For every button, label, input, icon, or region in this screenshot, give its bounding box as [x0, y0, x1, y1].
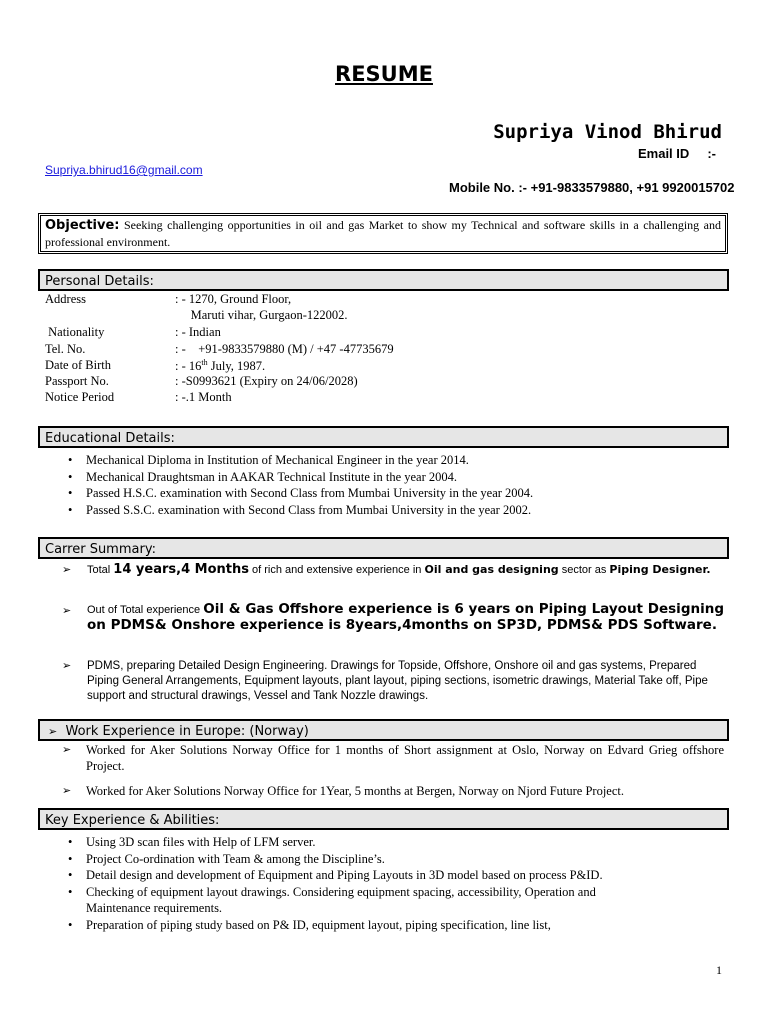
personal-detail-label: Notice Period: [45, 390, 115, 404]
work-item-bergen: [62, 783, 724, 799]
career-item-experience: [62, 563, 724, 577]
work-item-bergen-text: Worked for Aker Solutions Norway Office for 1Year, 5 months at Bergen, Norway on Njord Future Project.: [86, 784, 624, 798]
objective-text: Seeking challenging opportunities in oil and gas Market to show my Technical and software skills in a challenging and professional environment.: [45, 218, 721, 249]
arrow-icon: ➢: [62, 744, 72, 756]
work-experience-title: Work Experience in Europe: (Norway): [65, 724, 309, 739]
personal-detail-label: Date of Birth: [45, 358, 111, 372]
education-item: • Passed H.S.C. examination with Second Class from Mumbai University in the year 2004.: [62, 485, 722, 502]
personal-detail-label: Nationality: [45, 325, 105, 339]
personal-detail-value: : - +91-9833579880 (M) / +47 -47735679: [175, 342, 394, 356]
education-item: • Passed S.S.C. examination with Second Class from Mumbai University in the year 2002.: [62, 502, 722, 519]
career-item-pdms: [62, 659, 724, 704]
resume-title: RESUME: [335, 62, 433, 86]
career-item1-text-b: of rich and extensive experience in: [248, 564, 425, 576]
personal-detail-label: Address: [45, 292, 86, 306]
email-link[interactable]: Supriya.bhirud16@gmail.com: [45, 163, 203, 177]
personal-detail-label: Passport No.: [45, 374, 109, 388]
educational-details-heading: Educational Details:: [38, 426, 729, 448]
education-item: • Mechanical Diploma in Institution of Mechanical Engineer in the year 2014.: [62, 452, 722, 469]
personal-details-heading: Personal Details:: [38, 269, 729, 291]
personal-detail-label: Tel. No.: [45, 342, 86, 356]
career-item1-domain: Oil and gas designing: [424, 563, 559, 576]
page-number: 1: [716, 963, 722, 977]
career-item3-text: PDMS, preparing Detailed Design Engineering. Drawings for Topside, Offshore, Onshore oil and gas systems, Prepared Piping General Arrangements, Equipment layouts, plant layout, piping sections, isometric drawings, Material Take off, Pipe support and structural drawings, Vessel and Tank Nozzle drawings.: [87, 660, 708, 702]
personal-detail-value: : - Indian: [175, 325, 221, 339]
arrow-icon: ➢: [62, 660, 72, 672]
work-item-oslo-text: Worked for Aker Solutions Norway Office for 1 months of Short assignment at Oslo, Norway on Edvard Grieg offshore Project.: [86, 743, 724, 773]
objective-section: [38, 213, 728, 254]
career-item-offshore: [62, 601, 724, 633]
personal-detail-value: : -.1 Month: [175, 390, 232, 404]
mobile-number: Mobile No. :- +91-9833579880, +91 9920015702: [449, 180, 735, 195]
key-experience-item: • Preparation of piping study based on P& ID, equipment layout, piping specification, line list,: [62, 917, 622, 934]
career-summary-heading: Carrer Summary:: [38, 537, 729, 559]
arrow-icon: ➢: [62, 785, 72, 797]
candidate-name: Supriya Vinod Bhirud: [493, 121, 722, 143]
key-experience-item: • Using 3D scan files with Help of LFM server.: [62, 834, 622, 851]
personal-detail-value: : - 16th July, 1987.: [175, 358, 266, 374]
education-item: • Mechanical Draughtsman in AAKAR Technical Institute in the year 2004.: [62, 469, 722, 486]
arrow-icon: ➢: [48, 725, 58, 738]
personal-detail-value: : -S0993621 (Expiry on 24/06/2028): [175, 374, 358, 388]
career-item1-role: Piping Designer.: [609, 563, 711, 576]
career-item1-text-a: Total: [87, 564, 114, 576]
career-item2-bold: Oil & Gas Offshore experience is 6 years on Piping Layout Designing on PDMS& Onshore experience is 8years,4months on SP3D, PDMS& PDS Software.: [87, 601, 724, 633]
key-experience-item: • Checking of equipment layout drawings. Considering equipment spacing, accessibility, Operation and Maintenance requirements.: [62, 884, 622, 917]
career-item1-years: 14 years,4 Months: [113, 562, 249, 577]
career-item1-text-c: sector as: [558, 564, 610, 576]
work-experience-heading: [38, 719, 729, 741]
arrow-icon: ➢: [62, 605, 72, 617]
arrow-icon: ➢: [62, 564, 72, 576]
key-experience-item: • Project Co-ordination with Team & among the Discipline’s.: [62, 851, 622, 868]
key-experience-heading: Key Experience & Abilities:: [38, 808, 729, 830]
email-label: Email ID :-: [637, 146, 716, 161]
work-item-oslo: [62, 742, 724, 774]
key-experience-item: • Detail design and development of Equipment and Piping Layouts in 3D model based on process P&ID.: [62, 867, 622, 884]
key-experience-list: [62, 834, 622, 933]
personal-detail-value: Maruti vihar, Gurgaon-122002.: [175, 308, 348, 322]
personal-detail-value: : - 1270, Ground Floor,: [175, 292, 292, 306]
career-item2-text: Out of Total experience: [87, 604, 204, 616]
objective-label: Objective:: [45, 218, 120, 233]
education-list: [62, 452, 722, 518]
